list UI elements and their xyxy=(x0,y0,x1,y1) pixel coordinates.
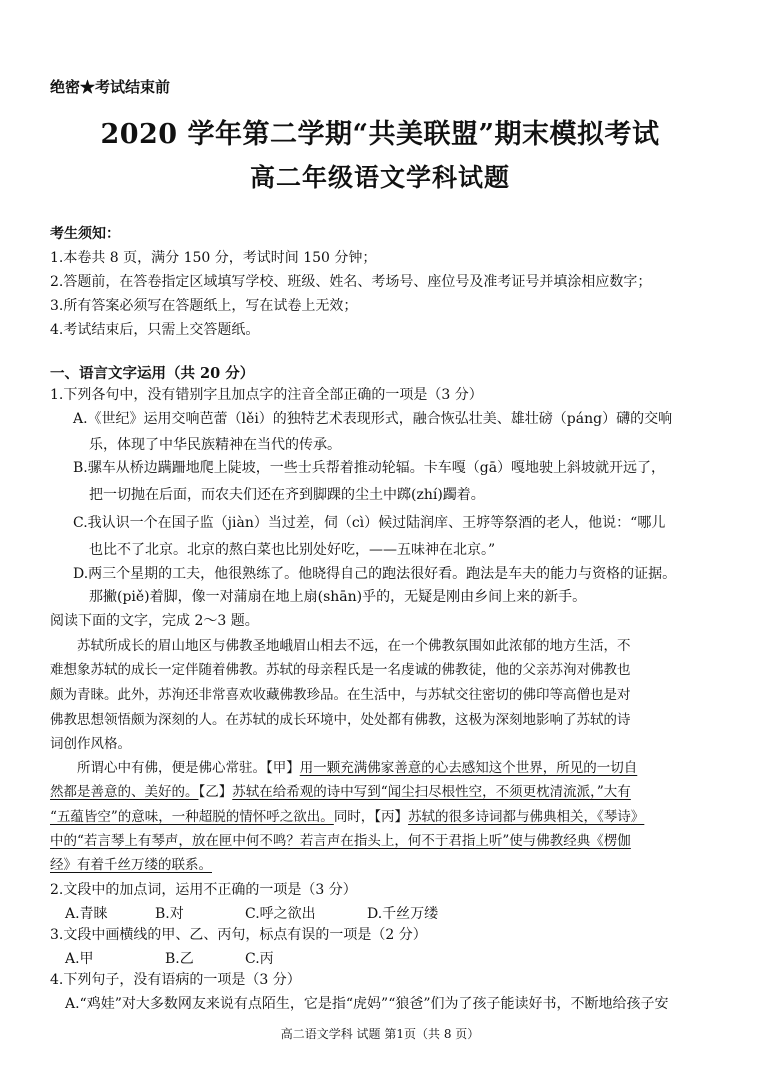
underlined-sentence-yi: “五蕴皆空”的意味，一种超脱的情怀呼之欲出。 xyxy=(50,809,334,825)
q1-option-c-line1: C.我认识一个在国子监（jiàn）当过差，伺（cì）候过陆润庠、王垿等祭酒的老人，他说：“哪儿 xyxy=(73,515,666,531)
notice-heading: 考生须知： xyxy=(50,226,120,242)
exam-subtitle: 高二年级语文学科试题 xyxy=(249,163,510,192)
q2-option-c: C.呼之欲出 xyxy=(245,906,316,922)
q1-option-a-line2: 乐，体现了中华民族精神在当代的传承。 xyxy=(89,437,341,453)
q2-option-a: A.青睐 xyxy=(65,906,108,922)
passage-line: 苏轼所成长的眉山地区与佛教圣地峨眉山相去不远，在一个佛教氛围如此浓郁的地方生活，不 xyxy=(77,638,631,654)
underlined-sentence-jia: 用一颗充满佛家善意的心去感知这个世界，所见的一切自 xyxy=(299,760,638,776)
page-footer: 高二语文学科 试题 第1页（共 8 页） xyxy=(280,1027,480,1041)
q2-option-d: D.千丝万缕 xyxy=(367,906,439,922)
passage-line xyxy=(77,758,637,778)
q3-option-b: B.乙 xyxy=(165,951,194,967)
candidate-notice xyxy=(50,222,740,342)
underlined-sentence-bing: 经》有着千丝万缕的联系。 xyxy=(50,857,212,873)
passage-line xyxy=(50,782,631,802)
underlined-sentence-bing: 苏轼的很多诗词都与佛典相关，《琴诗》 xyxy=(408,809,645,825)
question-4-stem: 4.下列句子，没有语病的一项是（3 分） xyxy=(50,972,301,988)
q1-option-c-line2: 也比不了北京。北京的熬白菜也比别处好吃，——五味神在北京。” xyxy=(89,542,496,558)
q4-option-a-line1: A.“鸡娃”对大多数网友来说有点陌生，它是指“虎妈”“狼爸”们为了孩子能读好书，不断地给孩子安 xyxy=(65,996,669,1012)
notice-item: 4.考试结束后，只需上交答题纸。 xyxy=(50,322,260,338)
passage-line: 难想象苏轼的成长一定伴随着佛教。苏轼的母亲程氏是一名虔诚的佛教徒，他的父亲苏洵对佛教也 xyxy=(50,662,631,678)
question-3-stem: 3.文段中画横线的甲、乙、丙句，标点有误的一项是（2 分） xyxy=(50,927,427,943)
q3-option-a: A.甲 xyxy=(65,951,94,967)
q2-options xyxy=(65,903,438,923)
passage-text: 【乙】 xyxy=(198,784,233,800)
confidential-mark: 绝密★考试结束前 xyxy=(50,78,171,96)
passage-line xyxy=(50,807,644,827)
q1-option-a-line1: A.《世纪》运用交响芭蕾（lěi）的独特艺术表现形式，融合恢弘壮美、雄壮磅（páng）礴的交响 xyxy=(73,411,673,427)
q1-option-d-line1: D.两三个星期的工夫，他很熟练了。他晓得自己的跑法很好看。跑法是车夫的能力与资格的证据。 xyxy=(73,566,677,582)
notice-item: 3.所有答案必须写在答题纸上，写在试卷上无效； xyxy=(50,298,358,314)
q2-option-b: B.对 xyxy=(155,906,184,922)
underlined-sentence-yi: 苏轼在给希观的诗中写到“闻尘扫尽根性空，不须更枕清流派，”大有 xyxy=(232,784,631,800)
question-2-stem: 2.文段中的加点词，运用不正确的一项是（3 分） xyxy=(50,882,357,898)
notice-item: 2.答题前，在答卷指定区域填写学校、班级、姓名、考场号、座位号及准考证号并填涂相应数字； xyxy=(50,274,652,290)
underlined-sentence-bing: 中的“若言琴上有琴声，放在匣中何不鸣？若言声在指头上，何不于君指上听”使与佛教经典《楞伽 xyxy=(50,833,631,849)
underlined-sentence-jia: 然都是善意的、美好的。 xyxy=(50,784,199,800)
q3-option-c: C.丙 xyxy=(245,951,274,967)
exam-title: 2020 学年第二学期“共美联盟”期末模拟考试 xyxy=(100,119,660,150)
q1-option-d-line2: 那撇(piě)着脚，像一对蒲扇在地上扇(shān)乎的，无疑是刚由乡间上来的新手。 xyxy=(89,589,587,605)
passage-text: 同时，【丙】 xyxy=(333,809,409,825)
passage-text: 所谓心中有佛，便是佛心常驻。【甲】 xyxy=(77,760,300,776)
reading-prompt: 阅读下面的文字，完成 2～3 题。 xyxy=(50,613,259,629)
q1-option-b-line2: 把一切抛在后面，而农夫们还在齐到脚踝的尘土中踯(zhí)躅着。 xyxy=(89,487,485,503)
passage-line: 颇为青睐。此外，苏洵还非常喜欢收藏佛教珍品。在生活中，与苏轼交往密切的佛印等高僧也是对 xyxy=(50,687,631,703)
notice-item: 1.本卷共 8 页，满分 150 分，考试时间 150 分钟； xyxy=(50,250,377,266)
q1-option-b-line1: B.骡车从桥边蹒跚地爬上陡坡，一些士兵帮着推动轮辐。卡车嘎（gā）嘎地驶上斜坡就开远了， xyxy=(73,460,666,476)
q3-options xyxy=(65,948,274,968)
passage-line: 词创作风格。 xyxy=(50,736,131,752)
passage-line: 佛教思想领悟颇为深刻的人。在苏轼的成长环境中，处处都有佛教，这极为深刻地影响了苏轼的诗 xyxy=(50,712,631,728)
section-title: 一、语言文字运用（共 20 分） xyxy=(50,365,255,382)
question-1-stem: 1.下列各句中，没有错别字且加点字的注音全部正确的一项是（3 分） xyxy=(50,387,483,403)
